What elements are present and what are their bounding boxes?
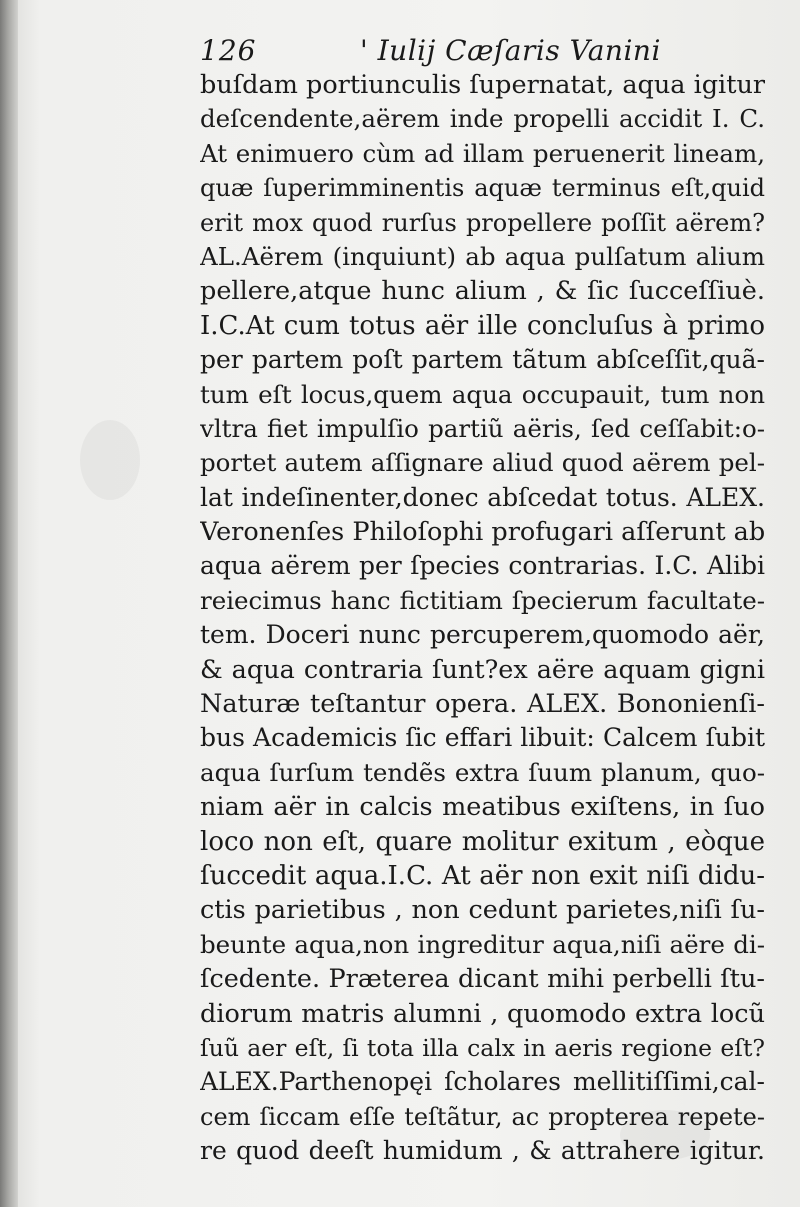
text-line: tum eſt locus,quem aqua occupauit, tum non bbox=[200, 379, 765, 409]
body-text bbox=[200, 68, 765, 1169]
text-line: ſuccedit aqua.I.C. At aër non exit niſi didu- bbox=[200, 860, 765, 891]
text-line: deſcendente,aërem inde propelli accidit I. C. bbox=[200, 104, 765, 134]
text-line: beunte aqua,non ingreditur aqua,niſi aëre di- bbox=[200, 929, 765, 959]
text-line: erit mox quod rurſus propellere poſſit aërem? bbox=[200, 208, 765, 237]
text-line: ALEX.Parthenopęi ſcholares mellitiſſimi,cal- bbox=[200, 1067, 765, 1097]
text-line: Naturæ teſtantur opera. ALEX. Bononienſi- bbox=[200, 689, 765, 720]
text-line: pellere,atque hunc alium , & ſic ſucceſſiuè. bbox=[200, 276, 765, 307]
page-number: 126 bbox=[200, 34, 257, 67]
text-line: At enimuero cùm ad illam peruenerit lineam, bbox=[200, 138, 765, 168]
text-line: cem ſiccam eſſe teſtãtur, ac propterea repete- bbox=[200, 1102, 765, 1131]
text-line: loco non eſt, quare molitur exitum , eòque bbox=[200, 826, 765, 857]
text-line: ctis parietibus , non cedunt parietes,niſi ſu- bbox=[200, 895, 765, 926]
page-gutter bbox=[0, 0, 18, 1207]
text-line: tem. Doceri nunc percuperem,quomodo aër, bbox=[200, 620, 765, 650]
text-line: re quod deeſt humidum , & attrahere igitur. bbox=[200, 1136, 765, 1166]
text-line: AL.Aërem (inquiunt) ab aqua pulſatum alium bbox=[200, 241, 765, 271]
text-line: bus Academicis ſic effari libuit: Calcem ſubit bbox=[200, 723, 765, 753]
text-line: Veronenſes Philoſophi profugari aſſerunt ab bbox=[200, 517, 765, 548]
text-line: ſuũ aer eſt, ſi tota illa calx in aeris regione eſt? bbox=[200, 1033, 765, 1062]
text-line: aqua aërem per ſpecies contrarias. I.C. Alibi bbox=[200, 551, 765, 581]
text-line: aqua ſurſum tendẽs extra ſuum planum, quo- bbox=[200, 757, 765, 787]
text-line: portet autem aſſignare aliud quod aërem pel- bbox=[200, 448, 765, 478]
text-line: per partem poſt partem tãtum abſceſſit,quã- bbox=[200, 345, 765, 375]
text-line: quæ ſuperimminentis aquæ terminus eſt,quid bbox=[200, 174, 765, 203]
text-line: & aqua contraria ſunt?ex aëre aquam gigni bbox=[200, 654, 765, 685]
text-line: diorum matris alumni , quomodo extra locũ bbox=[200, 998, 765, 1029]
text-line: vltra fiet impulſio partiũ aëris, ſed ceſſabit:o- bbox=[200, 413, 765, 443]
text-line: lat indeſinenter,donec abſcedat totus. ALEX. bbox=[200, 482, 765, 512]
paper-stain bbox=[80, 420, 140, 500]
text-line: niam aër in calcis meatibus exiſtens, in ſuo bbox=[200, 792, 765, 823]
running-title: ' Iulij Cæſaris Vanini bbox=[360, 34, 661, 67]
text-line: reiecimus hanc fictitiam ſpecierum facultate- bbox=[200, 585, 765, 615]
text-line: buſdam portiunculis ſupernatat, aqua igitur bbox=[200, 70, 765, 100]
text-line: ſcedente. Præterea dicant mihi perbelli ſtu- bbox=[200, 964, 765, 995]
running-head bbox=[200, 30, 760, 72]
text-line: I.C.At cum totus aër ille concluſus à primo bbox=[200, 310, 765, 341]
